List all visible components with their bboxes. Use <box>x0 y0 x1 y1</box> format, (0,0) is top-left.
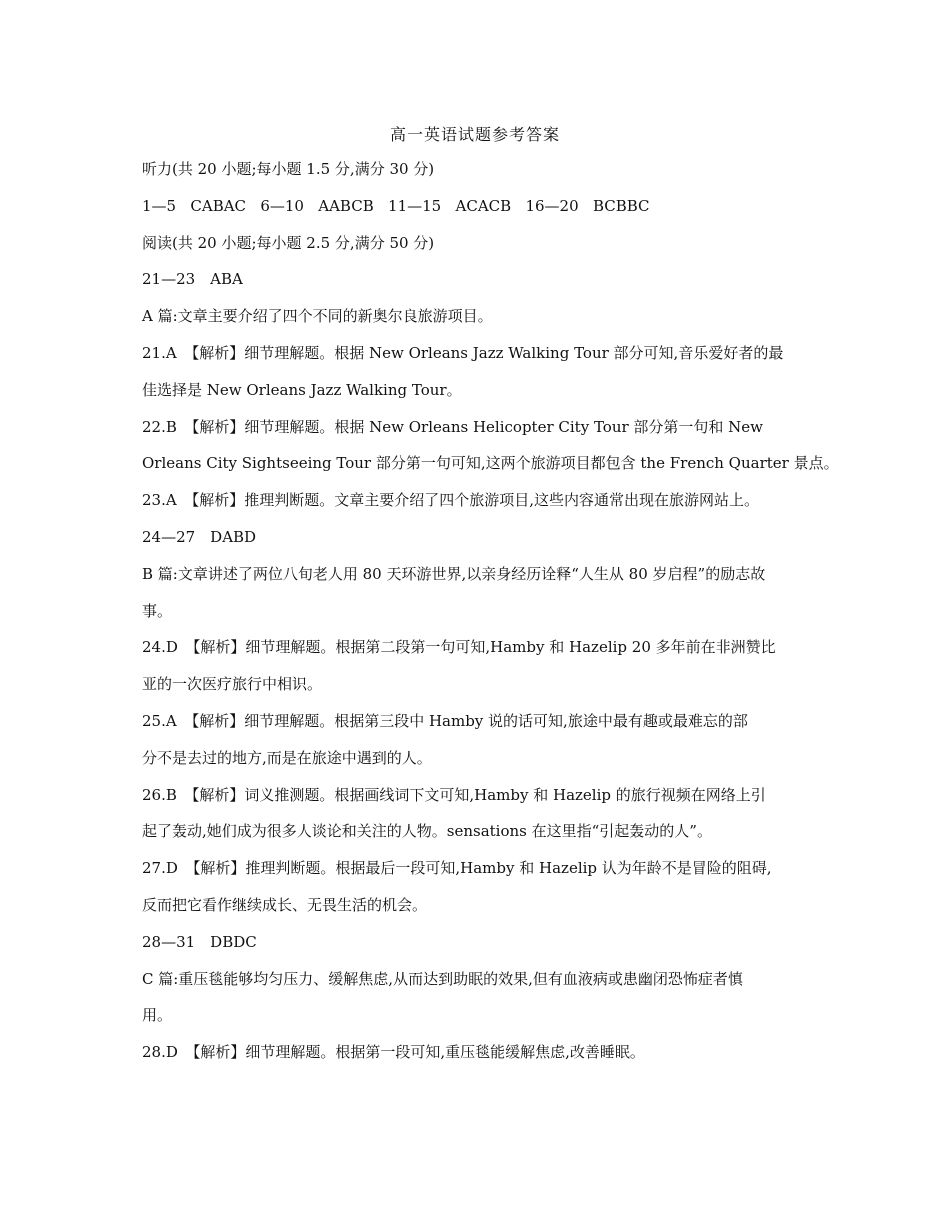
answer-range-21-23: 21—23 ABA <box>142 270 243 289</box>
answer-key-body <box>142 156 839 1076</box>
explanation-24: 24.D 【解析】细节理解题。根据第二段第一句可知,Hamby 和 Hazelip 20 多年前在非洲赞比 <box>142 638 776 657</box>
explanation-25-cont: 分不是去过的地方,而是在旅途中遇到的人。 <box>142 748 432 767</box>
listening-answers: 1—5 CABAC 6—10 AABCB 11—15 ACACB 16—20 BCBBC <box>142 196 650 215</box>
explanation-27-cont: 反而把它看作继续成长、无畏生活的机会。 <box>142 895 428 914</box>
answer-range-28-31: 28—31 DBDC <box>142 932 257 951</box>
page-title: 高一英语试题参考答案 <box>389 125 560 144</box>
explanation-21: 21.A 【解析】细节理解题。根据 New Orleans Jazz Walking Tour 部分可知,音乐爱好者的最 <box>142 343 784 362</box>
reading-header: 阅读(共 20 小题;每小题 2.5 分,满分 50 分) <box>142 233 435 252</box>
passage-c-summary-cont: 用。 <box>142 1006 173 1025</box>
listening-header: 听力(共 20 小题;每小题 1.5 分,满分 30 分) <box>142 160 435 178</box>
passage-b-summary-cont: 事。 <box>142 601 173 620</box>
explanation-26-cont: 起了轰动,她们成为很多人谈论和关注的人物。sensations 在这里指“引起轰动的人”。 <box>142 822 712 841</box>
explanation-28: 28.D 【解析】细节理解题。根据第一段可知,重压毯能缓解焦虑,改善睡眠。 <box>142 1043 645 1062</box>
explanation-26: 26.B 【解析】词义推测题。根据画线词下文可知,Hamby 和 Hazelip 的旅行视频在网络上引 <box>142 785 766 804</box>
passage-b-summary: B 篇:文章讲述了两位八旬老人用 80 天环游世界,以亲身经历诠释“人生从 80 岁启程”的励志故 <box>142 564 766 583</box>
explanation-27: 27.D 【解析】推理判断题。根据最后一段可知,Hamby 和 Hazelip 认为年龄不是冒险的阻碍, <box>142 859 772 878</box>
answer-range-24-27: 24—27 DABD <box>142 527 257 546</box>
explanation-22-cont: Orleans City Sightseeing Tour 部分第一句可知,这两个旅游项目都包含 the French Quarter 景点。 <box>142 454 839 473</box>
passage-a-summary: A 篇:文章主要介绍了四个不同的新奥尔良旅游项目。 <box>142 307 493 326</box>
explanation-22: 22.B 【解析】细节理解题。根据 New Orleans Helicopter City Tour 部分第一句和 New <box>142 417 764 436</box>
explanation-24-cont: 亚的一次医疗旅行中相识。 <box>142 675 323 694</box>
explanation-25: 25.A 【解析】细节理解题。根据第三段中 Hamby 说的话可知,旅途中最有趣或最难忘的部 <box>142 711 748 730</box>
explanation-23: 23.A 【解析】推理判断题。文章主要介绍了四个旅游项目,这些内容通常出现在旅游网站上。 <box>142 491 759 510</box>
passage-c-summary: C 篇:重压毯能够均匀压力、缓解焦虑,从而达到助眠的效果,但有血液病或患幽闭恐怖症者慎 <box>142 969 743 988</box>
explanation-21-cont: 佳选择是 New Orleans Jazz Walking Tour。 <box>142 380 462 399</box>
